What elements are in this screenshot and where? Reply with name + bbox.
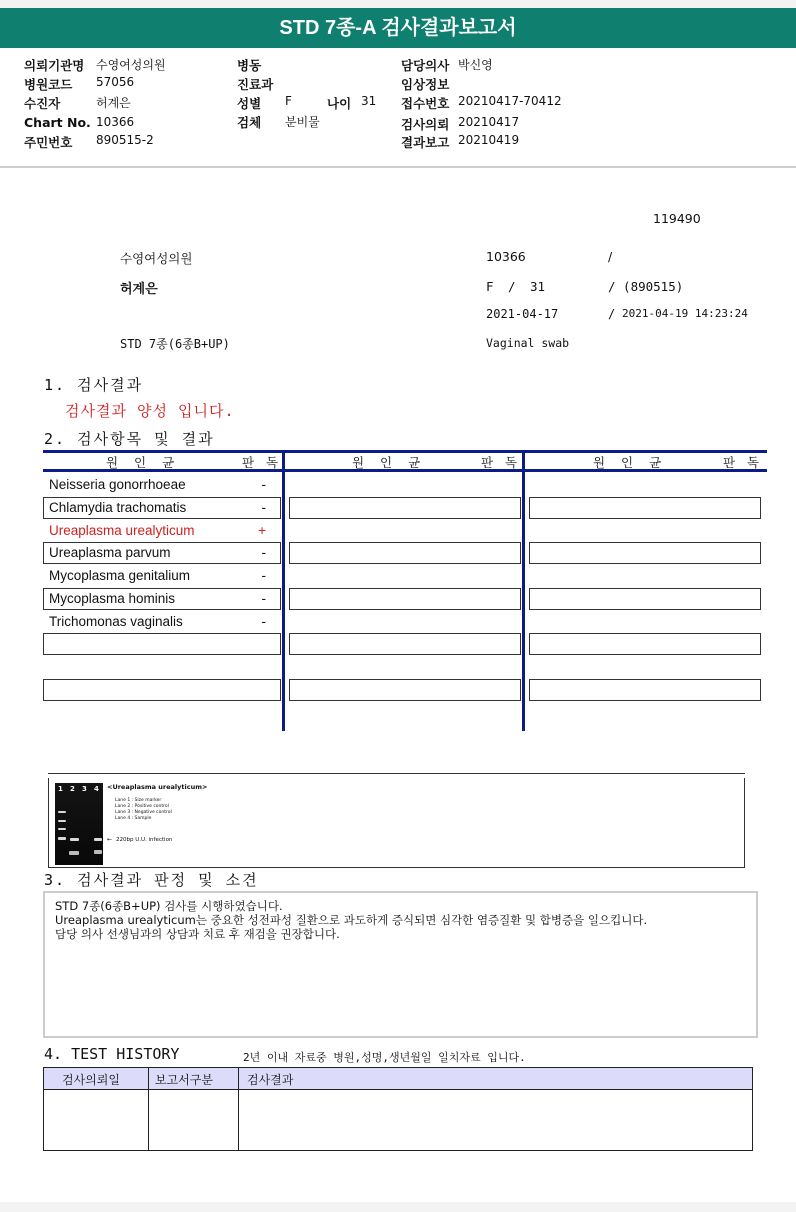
gel-band-label: 220bp U.U. infection xyxy=(116,837,173,843)
gel-top-rule xyxy=(48,773,745,774)
info-report-datetime: 2021-04-19 14:23:24 xyxy=(622,307,748,320)
chart-label: Chart No. xyxy=(24,115,91,130)
ward-label: 병동 xyxy=(237,58,262,73)
result-row xyxy=(43,474,281,496)
result-row xyxy=(43,588,281,610)
opinion-line: Ureaplasma urealyticum는 중요한 성전파성 질환으로 과도하게 증식되면 심각한 염증질환 및 합병증을 일으킵니다. xyxy=(55,913,648,927)
pathogen-result: - xyxy=(261,545,266,560)
result-row xyxy=(43,611,281,633)
result-row xyxy=(43,565,281,587)
section3-title: 3. 검사결과 판정 및 소견 xyxy=(44,871,259,889)
info-hospital: 수영여성의원 xyxy=(120,251,193,266)
lane-number: 2 xyxy=(70,785,75,793)
gel-band xyxy=(58,811,66,813)
info-chart-sep: / xyxy=(608,249,613,264)
col-pathogen-1: 원 인 균 xyxy=(106,455,181,470)
doctor-value: 박신영 xyxy=(458,58,493,72)
gel-legend-line: Lane 2 : Positive control xyxy=(115,804,169,809)
info-report-sep: / xyxy=(608,307,616,321)
hospital-label: 의뢰기관명 xyxy=(24,58,85,73)
doctor-label: 담당의사 xyxy=(401,58,450,73)
empty-row xyxy=(289,633,521,655)
pathogen-result: - xyxy=(261,477,266,492)
serial-number: 119490 xyxy=(653,211,701,226)
result-row-positive xyxy=(43,520,281,542)
reception-value: 20210417-70412 xyxy=(458,94,562,108)
pathogen-result: - xyxy=(261,614,266,629)
table-divider-2 xyxy=(522,453,525,731)
code-value: 57056 xyxy=(96,75,135,89)
info-sex: F xyxy=(486,279,494,294)
section2-title: 2. 검사항목 및 결과 xyxy=(44,430,215,448)
clinical-label: 임상정보 xyxy=(401,77,450,92)
empty-row xyxy=(289,542,521,564)
report-header xyxy=(0,48,796,168)
gel-band xyxy=(94,838,102,841)
gel-electrophoresis-image xyxy=(55,783,103,865)
gel-band xyxy=(58,828,66,830)
empty-row xyxy=(529,588,761,610)
opinion-line: 담당 의사 선생님과의 상담과 치료 후 재검을 권장합니다. xyxy=(55,927,340,941)
report-value: 20210419 xyxy=(458,133,520,147)
request-value: 20210417 xyxy=(458,115,520,129)
col-judgment-1: 판 독 xyxy=(242,455,283,470)
specimen-value: 분비물 xyxy=(285,115,320,129)
lane-number: 1 xyxy=(58,785,63,793)
request-label: 검사의뢰 xyxy=(401,117,450,132)
reception-label: 접수번호 xyxy=(401,96,450,111)
gel-title: <Ureaplasma urealyticum> xyxy=(107,783,208,791)
pathogen-result: + xyxy=(258,523,266,538)
info-test-name: STD 7종(6종B+UP) xyxy=(120,337,230,351)
lane-number: 4 xyxy=(94,785,99,793)
pathogen-result: - xyxy=(261,500,266,515)
id-value: 890515-2 xyxy=(96,133,154,147)
result-summary: 검사결과 양성 입니다. xyxy=(65,402,235,420)
code-label: 병원코드 xyxy=(24,77,73,92)
col-pathogen-2: 원 인 균 xyxy=(352,455,427,470)
empty-row xyxy=(529,542,761,564)
pathogen-result: - xyxy=(261,568,266,583)
opinion-box xyxy=(43,891,758,1038)
info-birth: / (890515) xyxy=(608,279,684,294)
col-pathogen-3: 원 인 균 xyxy=(593,455,668,470)
report-title: STD 7종-A 검사결과보고서 xyxy=(0,8,796,48)
id-label: 주민번호 xyxy=(24,135,73,150)
pathogen-result: - xyxy=(261,591,266,606)
pathogen-name: Mycoplasma genitalium xyxy=(49,568,191,583)
pathogen-name: Neisseria gonorrhoeae xyxy=(49,477,186,492)
result-row xyxy=(43,542,281,564)
age-label: 나이 xyxy=(327,96,352,111)
gel-band xyxy=(94,850,102,854)
empty-row xyxy=(43,679,281,701)
col-judgment-2: 판 독 xyxy=(481,455,522,470)
sex-label: 성별 xyxy=(237,96,262,111)
history-divider xyxy=(148,1068,149,1150)
gel-band xyxy=(58,837,66,840)
section4-title: 4. TEST HISTORY xyxy=(44,1045,180,1063)
hospital-value: 수영여성의원 xyxy=(96,58,166,72)
patient-value: 허계은 xyxy=(96,96,131,110)
info-age: 31 xyxy=(530,279,546,294)
opinion-line: STD 7종(6종B+UP) 검사를 시행하였습니다. xyxy=(55,899,283,913)
empty-row xyxy=(529,633,761,655)
history-table xyxy=(43,1067,753,1151)
pathogen-name: Ureaplasma urealyticum xyxy=(49,523,195,538)
col-judgment-3: 판 독 xyxy=(723,455,764,470)
history-note: 2년 이내 자료중 병원,성명,생년월일 일치자료 입니다. xyxy=(243,1051,526,1064)
empty-row xyxy=(289,497,521,519)
history-header xyxy=(44,1068,752,1090)
gel-legend-line: Lane 3 : Negative control xyxy=(115,810,172,815)
empty-row xyxy=(289,679,521,701)
gel-band xyxy=(69,851,79,855)
history-col-result: 검사결과 xyxy=(247,1073,294,1087)
pathogen-name: Ureaplasma parvum xyxy=(49,545,171,560)
pathogen-name: Chlamydia trachomatis xyxy=(49,500,187,515)
info-specimen: Vaginal swab xyxy=(486,336,570,350)
table-divider-1 xyxy=(282,453,285,731)
gel-band xyxy=(70,838,79,841)
chart-value: 10366 xyxy=(96,115,135,129)
gel-arrow-icon: ← xyxy=(107,836,113,843)
info-patient: 허계은 xyxy=(120,282,158,297)
gel-legend-line: Lane 1 : Size marker xyxy=(115,798,162,803)
empty-row xyxy=(529,497,761,519)
empty-row xyxy=(289,588,521,610)
sex-value: F xyxy=(285,94,292,108)
gel-panel xyxy=(48,778,745,868)
dept-label: 진료과 xyxy=(237,77,274,92)
history-divider xyxy=(238,1068,239,1150)
result-row xyxy=(43,497,281,519)
pathogen-name: Mycoplasma hominis xyxy=(49,591,176,606)
gel-legend-line: Lane 4 : Sample xyxy=(115,816,152,821)
empty-row xyxy=(529,679,761,701)
history-col-date: 검사의뢰일 xyxy=(62,1073,120,1087)
info-request-date: 2021-04-17 xyxy=(486,307,559,321)
pathogen-name: Trichomonas vaginalis xyxy=(49,614,183,629)
history-col-type: 보고서구분 xyxy=(155,1073,213,1087)
empty-row xyxy=(43,633,281,655)
age-value: 31 xyxy=(361,94,377,108)
section1-title: 1. 검사결과 xyxy=(44,376,144,394)
patient-label: 수진자 xyxy=(24,96,61,111)
lane-number: 3 xyxy=(82,785,87,793)
specimen-label: 검체 xyxy=(237,115,262,130)
report-label: 결과보고 xyxy=(401,135,450,150)
gel-band xyxy=(58,820,66,822)
info-sex-sep: / xyxy=(508,279,516,294)
info-chart: 10366 xyxy=(486,249,526,264)
